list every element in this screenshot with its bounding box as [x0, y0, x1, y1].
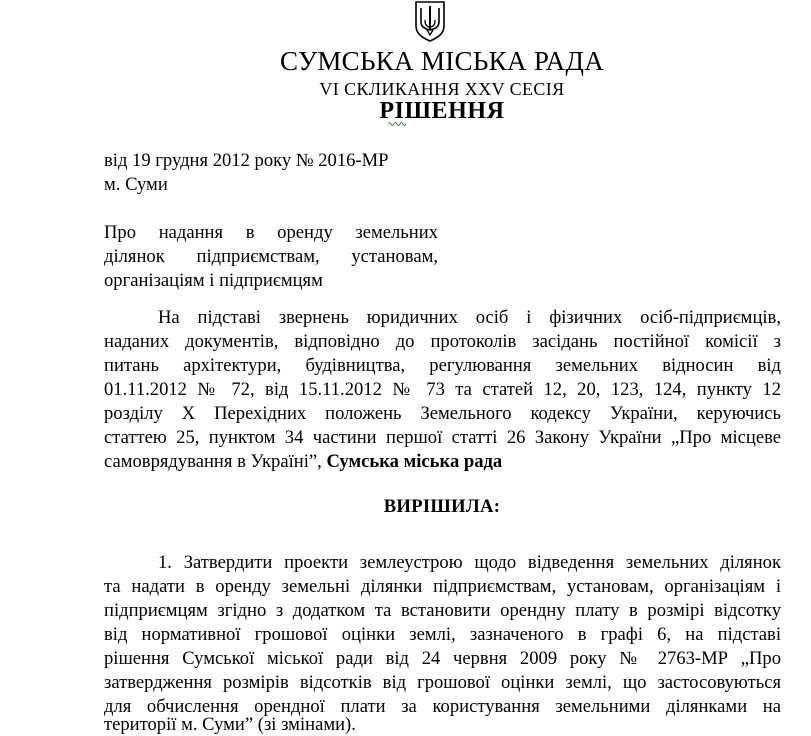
item-line: для обчислення орендної плати за користування земельними ділянками на — [104, 696, 781, 717]
resolved-heading: ВИРІШИЛА: — [383, 496, 501, 517]
subject-line: Про надання в оренду земельних — [104, 222, 438, 243]
council-name: СУМСЬКА МІСЬКА РАДА — [280, 46, 604, 76]
preamble-line: статтею 25, пунктом 34 частини першої статті 26 Закону України „Про місцеве — [104, 427, 781, 448]
decision-date: від 19 грудня 2012 року № 2016-МР — [104, 150, 389, 171]
preamble-line: розділу X Перехідних положень Земельного кодексу України, керуючись — [104, 403, 781, 424]
council-bold: Сумська міська рада — [326, 451, 503, 472]
item-line: території м. Суми” (зі змінами). — [104, 714, 356, 735]
subject-line: ділянок підприємствам, установам, — [104, 246, 438, 267]
decision-title: РІШЕННЯ — [379, 98, 505, 124]
preamble-line: наданих документів, відповідно до протоколів засідань постійної комісії з — [104, 331, 781, 352]
item-line: рішення Сумської міської ради від 24 червня 2009 року № 2763-МР „Про — [104, 648, 781, 669]
preamble-text: самоврядування в Україні”, — [104, 451, 322, 472]
item-line: 1. Затвердити проекти землеустрою щодо відведення земельних ділянок — [158, 552, 781, 573]
item-line: затвердження розмірів відсотків від грошової оцінки землі, що застосовуються — [104, 672, 781, 693]
session-line: VI СКЛИКАННЯ XXV СЕСІЯ — [319, 79, 565, 99]
preamble-line: На підставі звернень юридичних осіб і фізичних осіб-підприємців, — [158, 307, 781, 328]
trident-emblem-icon — [413, 0, 447, 42]
preamble-line: 01.11.2012 № 72, від 15.11.2012 № 73 та статей 12, 20, 123, 124, пункту 12 — [104, 379, 781, 400]
item-line: підприємцям згідно з додатком та встановити орендну плату в розмірі відсотку — [104, 600, 781, 621]
item-line: від нормативної грошової оцінки землі, зазначеного в графі 6, на підставі — [104, 624, 781, 645]
subject-line: організаціям і підприємцям — [104, 270, 323, 291]
preamble-line: питань архітектури, будівництва, регулювання земельних відносин від — [104, 355, 781, 376]
spellcheck-underline — [388, 121, 406, 127]
preamble-last-line — [104, 451, 502, 473]
item-line: та надати в оренду земельні ділянки підприємствам, установам, організаціям і — [104, 576, 781, 597]
decision-city: м. Суми — [104, 174, 168, 195]
